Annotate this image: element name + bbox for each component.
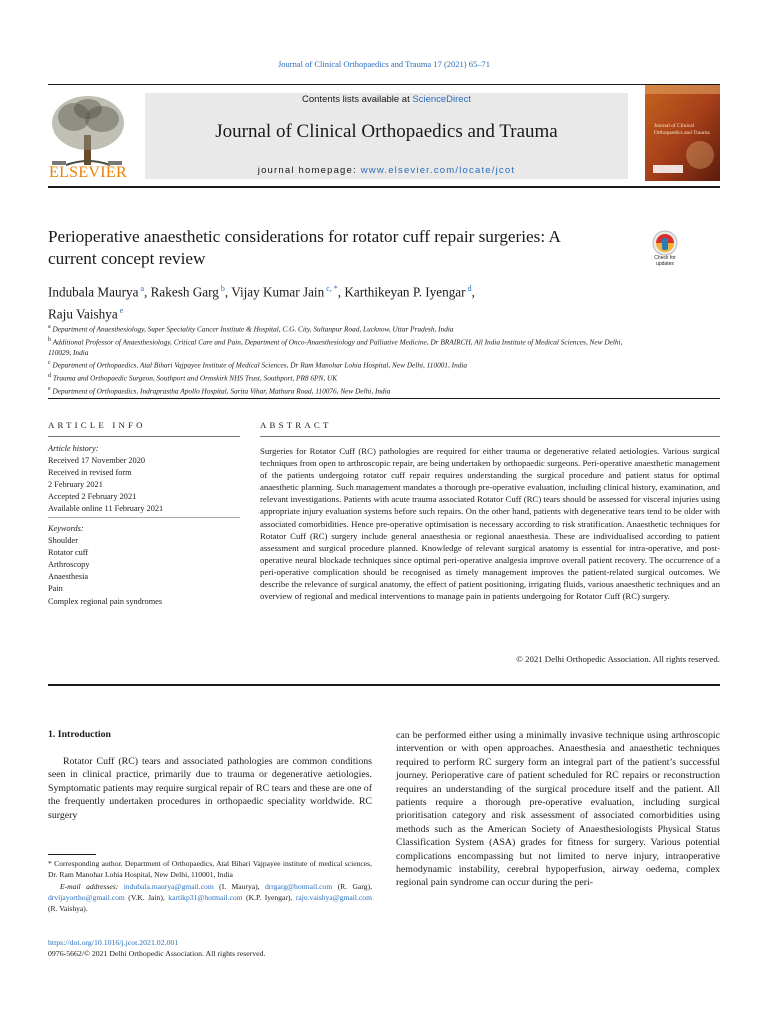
elsevier-logo[interactable] (46, 93, 130, 181)
body-paragraph: can be performed either using a minimally invasive technique using arthroscopic intervention or with open approaches. Anaesthesia and anaesthetic techniques required to perform RC surgery form an integral part of the patient’s successful journey. Perioperative care of patient scheduled for RC repairs or reconstruction requires an understanding of the surgical procedure itself and the patient. All patients require a thorough pre-operative evaluation, including surgical prioritisation category and risk assessment of associated comorbidities using methods such as the American Society of Anaesthesiologists Physical Status Classification System (ASA) grades for fitness for surgery. Various potential complications encompassing but not limited to nerve injury, intraoperative hemodynamic instability, cerebral hypoperfusion, airway oedema, complex regional pain syndrome can occur during the peri- (396, 730, 720, 889)
affiliation-mark: d (48, 373, 51, 380)
abstract-text: Surgeries for Rotator Cuff (RC) pathologies are required for either trauma or degenerative related aetiologies. Various surgical techniques from open to arthroscopic repair, are being undertaken by orthopaedic surgeons. Peri-operative anaesthetic management of the patients undergoing rotator cuff repair requires understanding the surgical procedure and patient status for optimal anaesthetic planning. Such management mandates a thorough pre-operative evaluation, including clinical history, examination, and relevant investigations. Patients with acute trauma associated Rotator Cuff (RC) tears should be assessed for visceral injuries using appropriate injury evaluation systems before such repairs. On the other hand, patients with degenerative tears tend to be older with associated comorbidities. Hence pre-operative optimisation is necessary according to risk stratification. Anaesthetic techniques for Rotator Cuff (RC) surgery include general anaesthesia or regional anaesthesia. These are individualised according to patient assessment and surgical procedure planned. Knowledge of relevant surgical anatomy is essential for intra-operative, and post-operative neural blockade techniques since optimal peri-operative analgesia improve overall patient recovery. The occurrence of a peri-operative complication should be recognised as timely management improves the patient-related surgical outcomes. We describe the relevance of surgical anatomy, the effect of patient positioning, irrigating fluids, various anaesthetic techniques and an overview of regional and medical interventions to manage pain in patients undergoing for Rotator Cuff (RC) surgery. (260, 446, 720, 602)
elsevier-wordmark: ELSEVIER (49, 164, 127, 181)
crossmark-badge[interactable] (646, 230, 684, 268)
history-label: Article history: (48, 444, 99, 453)
author-separator: , (144, 284, 151, 300)
affiliation-item (48, 358, 628, 371)
affiliation-text: Department of Anaesthesiology, Super Speciality Cancer Institute & Hospital, C.G. City, Sultanpur Road, Lucknow, Uttar Pradesh, India (50, 324, 454, 334)
abstract-heading: ABSTRACT (260, 420, 332, 430)
history-entry: Accepted 2 February 2021 (48, 492, 137, 502)
affiliation-text: Additional Professor of Anaesthesiology, Critical Care and Pain, Department of Onco-Anaesthesiology and Palliative Medicine, Dr BRAIRCH, All India Institute of Medical Sciences, New Delhi, 110029, India (48, 337, 623, 358)
section-heading-introduction: 1. Introduction (48, 729, 111, 740)
journal-homepage (145, 165, 628, 176)
issn-copyright: 0976-5662/© 2021 Delhi Orthopedic Association. All rights reserved. (48, 949, 266, 958)
email-link[interactable]: drvijayortho@gmail.com (48, 892, 125, 902)
email-owner: (R. Garg), (332, 881, 373, 891)
affiliation-mark: b (48, 336, 51, 343)
affiliation-text: Trauma and Orthopaedic Surgeon, Southport and Ormskirk NHS Trust, Southport, PR8 6PN, UK (51, 373, 338, 383)
homepage-prefix: journal homepage: (257, 165, 361, 176)
affiliation-text: Department of Orthopaedics, Atal Bihari Vajpayee Institute of Medical Sciences, Dr Ram Manohar Lohia Hospital, New Delhi, 110001, India (50, 360, 468, 370)
email-owner: (I. Maurya), (213, 881, 265, 891)
email-link[interactable]: kartikp31@hotmail.com (168, 892, 243, 902)
header-top-rule (48, 84, 720, 85)
email-link[interactable]: raju.vaishya@gmail.com (295, 892, 372, 902)
affiliation-item (48, 335, 628, 359)
keywords-block (48, 523, 240, 608)
email-link[interactable]: indubala.maurya@gmail.com (123, 881, 214, 891)
doi-link[interactable]: https://doi.org/10.1016/j.jcot.2021.02.001 (48, 938, 179, 947)
journal-cover-image[interactable] (645, 85, 720, 181)
author-name: Karthikeyan P. Iyengar (344, 284, 466, 300)
history-entry: 2 February 2021 (48, 480, 103, 490)
article-info-heading: ARTICLE INFO (48, 420, 146, 430)
keyword-item: Arthroscopy (48, 560, 90, 570)
author-separator: , (224, 284, 232, 300)
keywords-rule (48, 517, 240, 518)
author-name: Indubala Maurya (48, 284, 139, 300)
email-link[interactable]: drrgarg@hotmail.com (264, 881, 333, 891)
author-affiliation-mark[interactable]: e (117, 305, 124, 315)
affiliation-text: Department of Orthopaedics, Indraprastha Apollo Hospital, Sarita Vihar, Mathura Road, 110076, New Delhi, India (50, 386, 391, 396)
journal-title: Journal of Clinical Orthopaedics and Trauma (215, 121, 558, 142)
corresponding-author-footnote (48, 858, 372, 914)
corresponding-author-text: * Corresponding author. Department of Orthopaedics, Atal Bihari Vajpayee institute of medical sciences, Dr. Ram Manohar Lohia Hospital, New Delhi, 110001, India (48, 859, 372, 880)
crossmark-icon (646, 230, 684, 258)
author-affiliation-mark[interactable]: d (465, 284, 472, 293)
crossmark-label: Check for updates (654, 255, 676, 267)
author-separator: , (471, 284, 475, 300)
keywords-label: Keywords: (48, 524, 84, 533)
affiliation-item (48, 371, 628, 384)
article-history (48, 443, 240, 516)
author-name: Rakesh Garg (150, 284, 219, 300)
keyword-item: Rotator cuff (48, 548, 89, 558)
author-affiliation-mark[interactable]: a (138, 284, 145, 293)
keyword-item: Anaesthesia (48, 572, 89, 582)
contents-availability (145, 94, 628, 105)
affiliation-item (48, 322, 628, 335)
email-label: E-mail addresses: (60, 881, 119, 891)
abstract-copyright: © 2021 Delhi Orthopedic Association. All rights reserved. (516, 654, 720, 664)
email-owner: (V.K. Jain), (124, 892, 169, 902)
author-affiliation-mark[interactable]: b (218, 284, 225, 293)
author-separator: , (337, 284, 345, 300)
history-entry: Received 17 November 2020 (48, 456, 145, 466)
keyword-item: Shoulder (48, 536, 78, 546)
affiliation-mark: a (48, 324, 51, 330)
abstract-rule (260, 436, 720, 437)
author-name: Vijay Kumar Jain (231, 284, 325, 300)
author-name: Raju Vaishya (48, 306, 118, 322)
author-affiliation-mark[interactable]: c, * (324, 284, 338, 293)
keyword-item: Complex regional pain syndromes (48, 596, 163, 606)
email-owner: (K.P. Iyengar), (242, 892, 296, 902)
author-list (48, 280, 628, 324)
email-addresses (48, 881, 372, 915)
body-paragraph: Rotator Cuff (RC) tears and associated pathologies are common conditions seen in clinical practice, primarily due to trauma or degenerative aetiologies. Symptomatic patients may require surgical repair of RC tears and these are one of the frequently undertaken procedures in orthopaedic speciality worldwide. RC surgery (48, 756, 372, 821)
history-items (48, 455, 240, 515)
affiliation-mark: e (48, 385, 51, 392)
history-entry: Available online 11 February 2021 (48, 504, 164, 514)
cover-title: Journal of Clinical Orthopaedics and Trauma (654, 123, 710, 136)
body-column-left (48, 755, 372, 822)
abstract-bottom-rule (48, 684, 720, 686)
article-info-top-rule (48, 398, 720, 399)
history-entry: Received in revised form (48, 468, 132, 478)
article-info-rule (48, 436, 240, 437)
affiliation-list (48, 322, 628, 396)
header-bottom-rule (48, 186, 720, 188)
affiliation-mark: c (48, 360, 51, 367)
affiliation-item (48, 384, 628, 397)
email-owner: (R. Vaishya). (48, 904, 88, 914)
body-column-right (396, 729, 720, 890)
journal-reference[interactable]: Journal of Clinical Orthopaedics and Trauma 17 (2021) 65–71 (278, 59, 490, 69)
article-title: Perioperative anaesthetic considerations for rotator cuff repair surgeries: A current concept review (48, 227, 560, 268)
keyword-item: Pain (48, 584, 63, 594)
keyword-items (48, 535, 240, 608)
sciencedirect-link[interactable]: ScienceDirect (412, 94, 471, 105)
homepage-link[interactable]: www.elsevier.com/locate/jcot (360, 165, 516, 176)
contents-prefix: Contents lists available at (302, 94, 413, 105)
footnote-rule (48, 854, 96, 855)
